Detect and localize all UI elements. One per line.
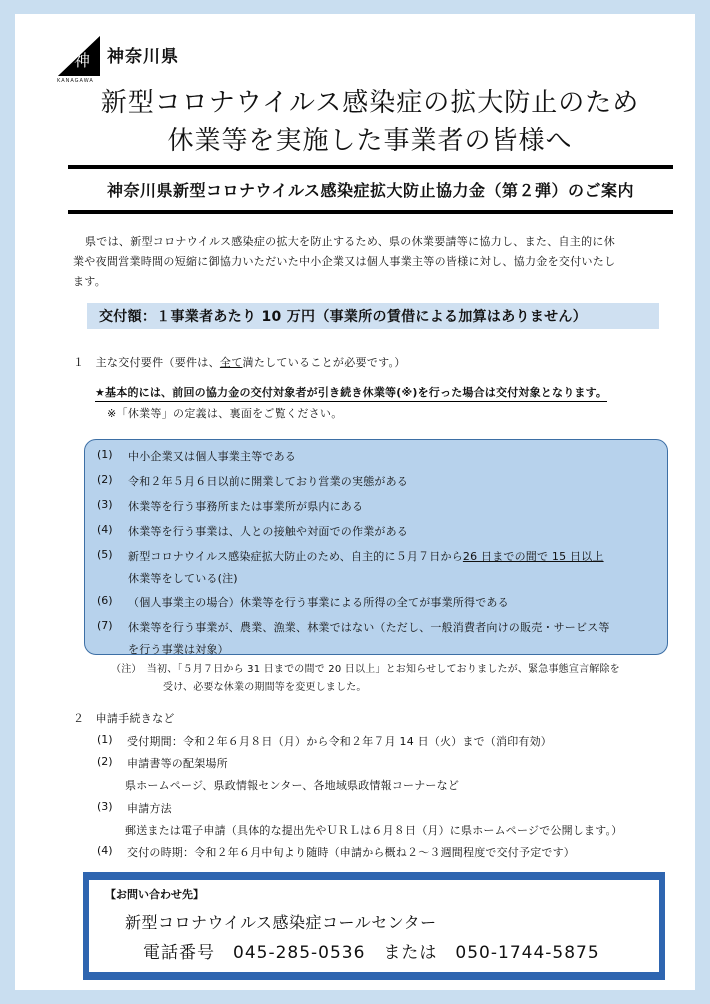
procedure-detail: ：令和２年６月８日（月）から令和２年７月 14 日（火）まで（消印有効） [171,735,553,748]
footnote-line: （注） 当初、「５月７日から 31 日までの間で 20 日以上」とお知らせしておりましたが、緊急事態宣言解除を [111,664,620,675]
procedure-item [127,844,575,860]
contact-heading: 【お問い合わせ先】 [105,888,204,901]
requirement-text-pre: 新型コロナウイルス感染症拡大防止のため、自主的に５月７日から [128,550,463,563]
requirement-number: (7) [97,619,113,632]
requirement-number: (1) [97,448,113,461]
requirement-number: (6) [97,594,113,607]
section1-heading-pre: １ 主な交付要件（要件は、 [73,356,220,369]
subtitle: 神奈川県新型コロナウイルス感染症拡大防止協力金（第２弾）のご案内 [106,181,635,200]
svg-text:神: 神 [73,51,91,70]
requirement-text: 休業等を行う事業は、人との接触や対面での作業がある [128,525,408,538]
requirement-text-underlined: 26 日までの間で 15 日以上 [462,550,604,563]
requirement-number: (4) [97,523,113,536]
requirement-text: 休業等を行う事業が、農業、漁業、林業ではない（ただし、一般消費者向けの販売・サービス等 [128,621,610,634]
title-rule-bottom [68,210,673,214]
procedure-number: (4) [97,844,113,857]
section2-heading: ２ 申請手続きなど [73,712,175,725]
footnote-line: 受け、必要な休業の期間等を変更しました。 [163,682,367,693]
requirement-text: 令和２年５月６日以前に開業しており営業の実態がある [128,475,408,488]
procedure-label: 受付期間 [127,735,172,748]
intro-line: 業や夜間営業時間の短縮に御協力いただいた中小企業又は個人事業主等の皆様に対し、協力金を交付いたし [73,255,616,268]
page [15,14,695,990]
requirement-text: 休業等を行う事務所または事業所が県内にある [128,500,364,513]
definition-note: ※「休業等」の定義は、裏面をご覧ください。 [107,407,343,420]
prefecture-name: 神奈川県 [107,47,179,67]
amount-text: 交付額：１事業者あたり 10 万円（事業所の賃借による加算はありません） [99,309,588,325]
section1-heading-post: 満たしていることが必要です。） [242,356,406,369]
contact-box [83,872,665,980]
procedure-item [127,733,552,749]
procedure-number: (1) [97,733,113,746]
procedure-label: 申請方法 [127,802,172,815]
procedure-detail: 県ホームページ、県政情報センター、各地域県政情報コーナーなど [125,779,460,792]
contact-phone: 電話番号 045-285-0536 または 050-1744-5875 [143,943,600,963]
contact-inner [89,880,659,972]
intro-line: ます。 [73,275,107,288]
requirement-text [128,548,604,564]
procedure-detail: 郵送または電子申請（具体的な提出先やＵＲＬは６月８日（月）に県ホームページで公開します。） [125,824,623,837]
title-rule-top [68,165,673,169]
intro-line: 県では、新型コロナウイルス感染症の拡大を防止するため、県の休業要請等に協力し、また、自主的に休 [85,235,615,248]
procedure-detail: ：令和２年６月中旬より随時（申請から概ね２～３週間程度で交付予定です） [183,846,575,859]
star-note: ★基本的には、前回の協力金の交付対象者が引き続き休業等(※)を行った場合は交付対象となります。 [95,384,607,402]
requirement-number: (3) [97,498,113,511]
procedure-number: (2) [97,755,113,768]
section1-heading-underlined: 全て [219,356,243,369]
procedure-label: 交付の時期 [127,846,183,859]
requirement-text-cont: 休業等をしている(注) [128,572,238,585]
procedure-label: 申請書等の配架場所 [127,757,228,770]
requirement-text: 中小企業又は個人事業主等である [128,450,296,463]
prefecture-roman: KANAGAWA [57,78,94,84]
requirement-number: (5) [97,548,113,561]
requirement-number: (2) [97,473,113,486]
page-title-line1: 新型コロナウイルス感染症の拡大防止のため [100,88,640,118]
kanagawa-logo-icon [58,36,100,76]
requirement-text-cont: を行う事業は対象） [128,643,229,656]
page-title-line2: 休業等を実施した事業者の皆様へ [167,126,573,156]
contact-center-name: 新型コロナウイルス感染症コールセンター [125,913,437,932]
intro-paragraph [73,232,673,292]
requirement-text: （個人事業主の場合）休業等を行う事業による所得の全てが事業所得である [128,596,509,609]
procedure-number: (3) [97,800,113,813]
section1-heading [73,354,406,370]
